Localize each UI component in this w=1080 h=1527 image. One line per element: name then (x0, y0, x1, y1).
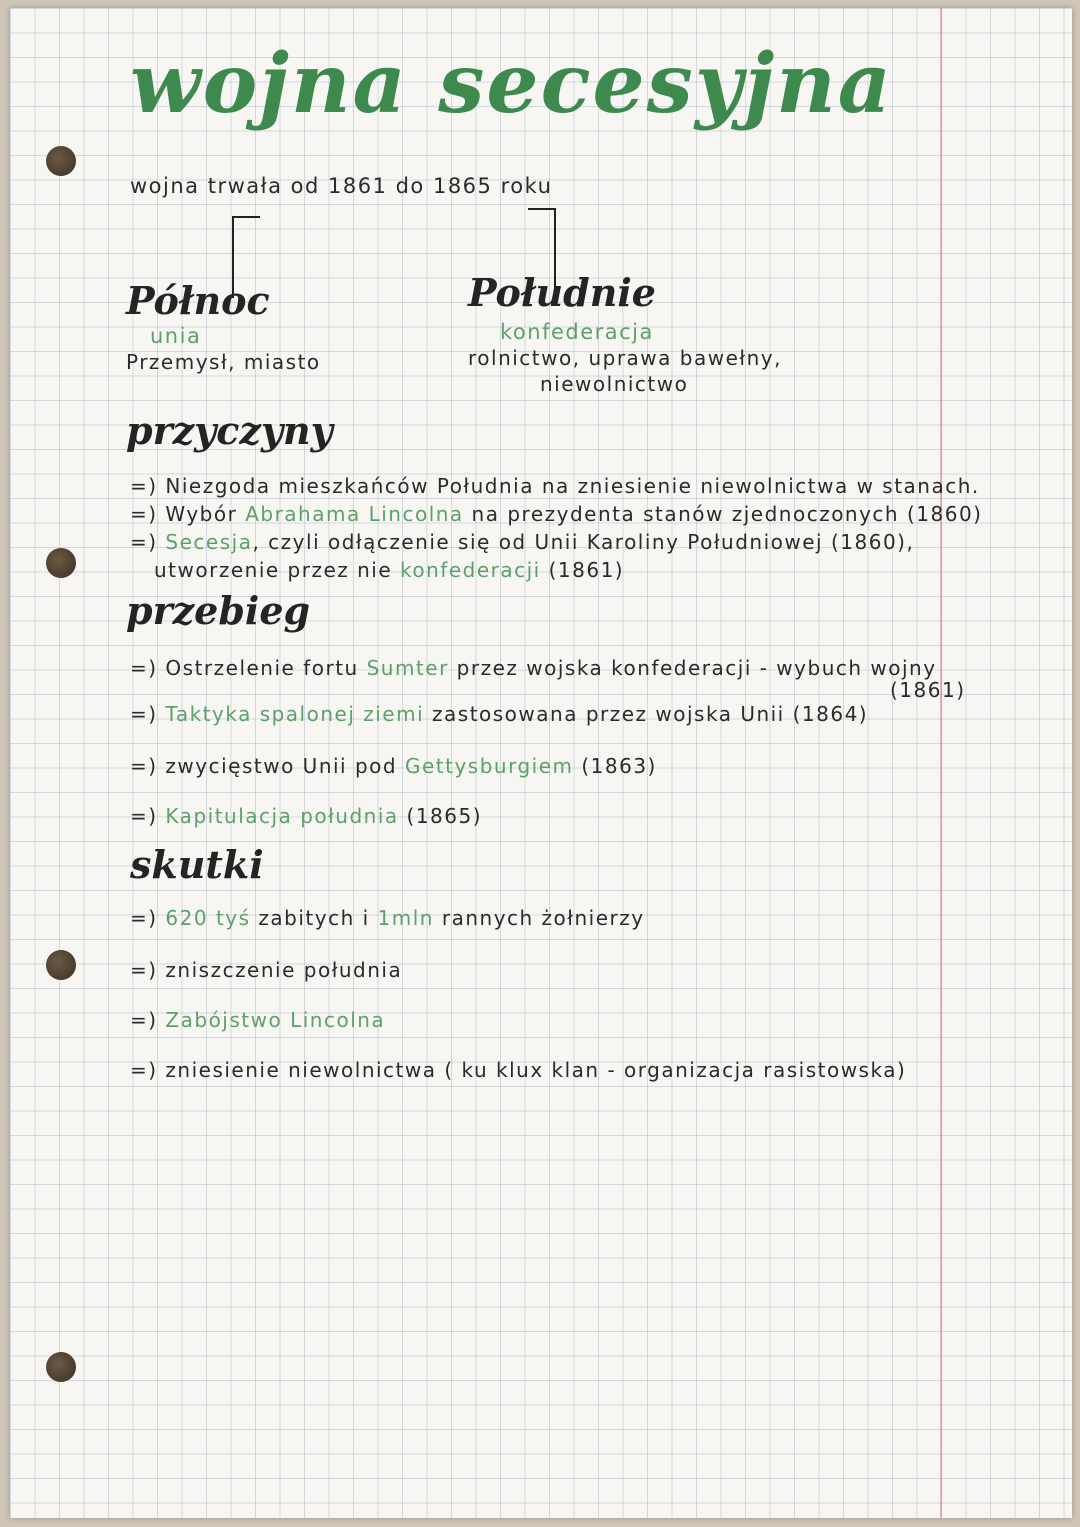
course-item: =) zwycięstwo Unii pod Gettysburgiem (1863) (130, 754, 657, 778)
course-item: =) Ostrzelenie fortu Sumter przez wojska konfederacji - wybuch wojny (130, 656, 937, 680)
intro-line: wojna trwała od 1861 do 1865 roku (130, 174, 553, 198)
effect-item: =) zniszczenie południa (130, 958, 403, 982)
effect-item: =) zniesienie niewolnictwa ( ku klux klan - organizacja rasistowska) (130, 1058, 907, 1082)
binder-hole (46, 1352, 76, 1382)
effect-item: =) Zabójstwo Lincolna (130, 1008, 386, 1032)
binder-hole (46, 146, 76, 176)
south-desc-1: rolnictwo, uprawa bawełny, (468, 346, 782, 370)
binder-hole (46, 548, 76, 578)
course-item-year: (1861) (890, 678, 966, 702)
course-item: =) Taktyka spalonej ziemi zastosowana przez wojska Unii (1864) (130, 702, 869, 726)
course-item: =) Kapitulacja południa (1865) (130, 804, 483, 828)
cause-item: =) Wybór Abrahama Lincolna na prezydenta stanów zjednoczonych (1860) (130, 502, 983, 526)
cause-item: =) Niezgoda mieszkańców Południa na zniesienie niewolnictwa w stanach. (130, 474, 980, 498)
margin-line (940, 8, 942, 1518)
effect-item: =) 620 tyś zabitych i 1mln rannych żołnierzy (130, 906, 645, 930)
cause-item: utworzenie przez nie konfederacji (1861) (154, 558, 625, 582)
north-heading: Północ (126, 278, 270, 323)
north-sub: unia (150, 324, 202, 348)
page-title: wojna secesyjna (130, 36, 893, 132)
notebook-page (10, 8, 1072, 1518)
course-heading: przebieg (126, 588, 311, 633)
causes-heading: przyczyny (126, 408, 333, 453)
cause-item: =) Secesja, czyli odłączenie się od Unii Karoliny Południowej (1860), (130, 530, 915, 554)
effects-heading: skutki (130, 842, 264, 887)
south-sub: konfederacja (500, 320, 654, 344)
binder-hole (46, 950, 76, 980)
south-heading: Południe (468, 270, 656, 315)
south-desc-2: niewolnictwo (540, 372, 689, 396)
north-desc: Przemysł, miasto (126, 350, 321, 374)
